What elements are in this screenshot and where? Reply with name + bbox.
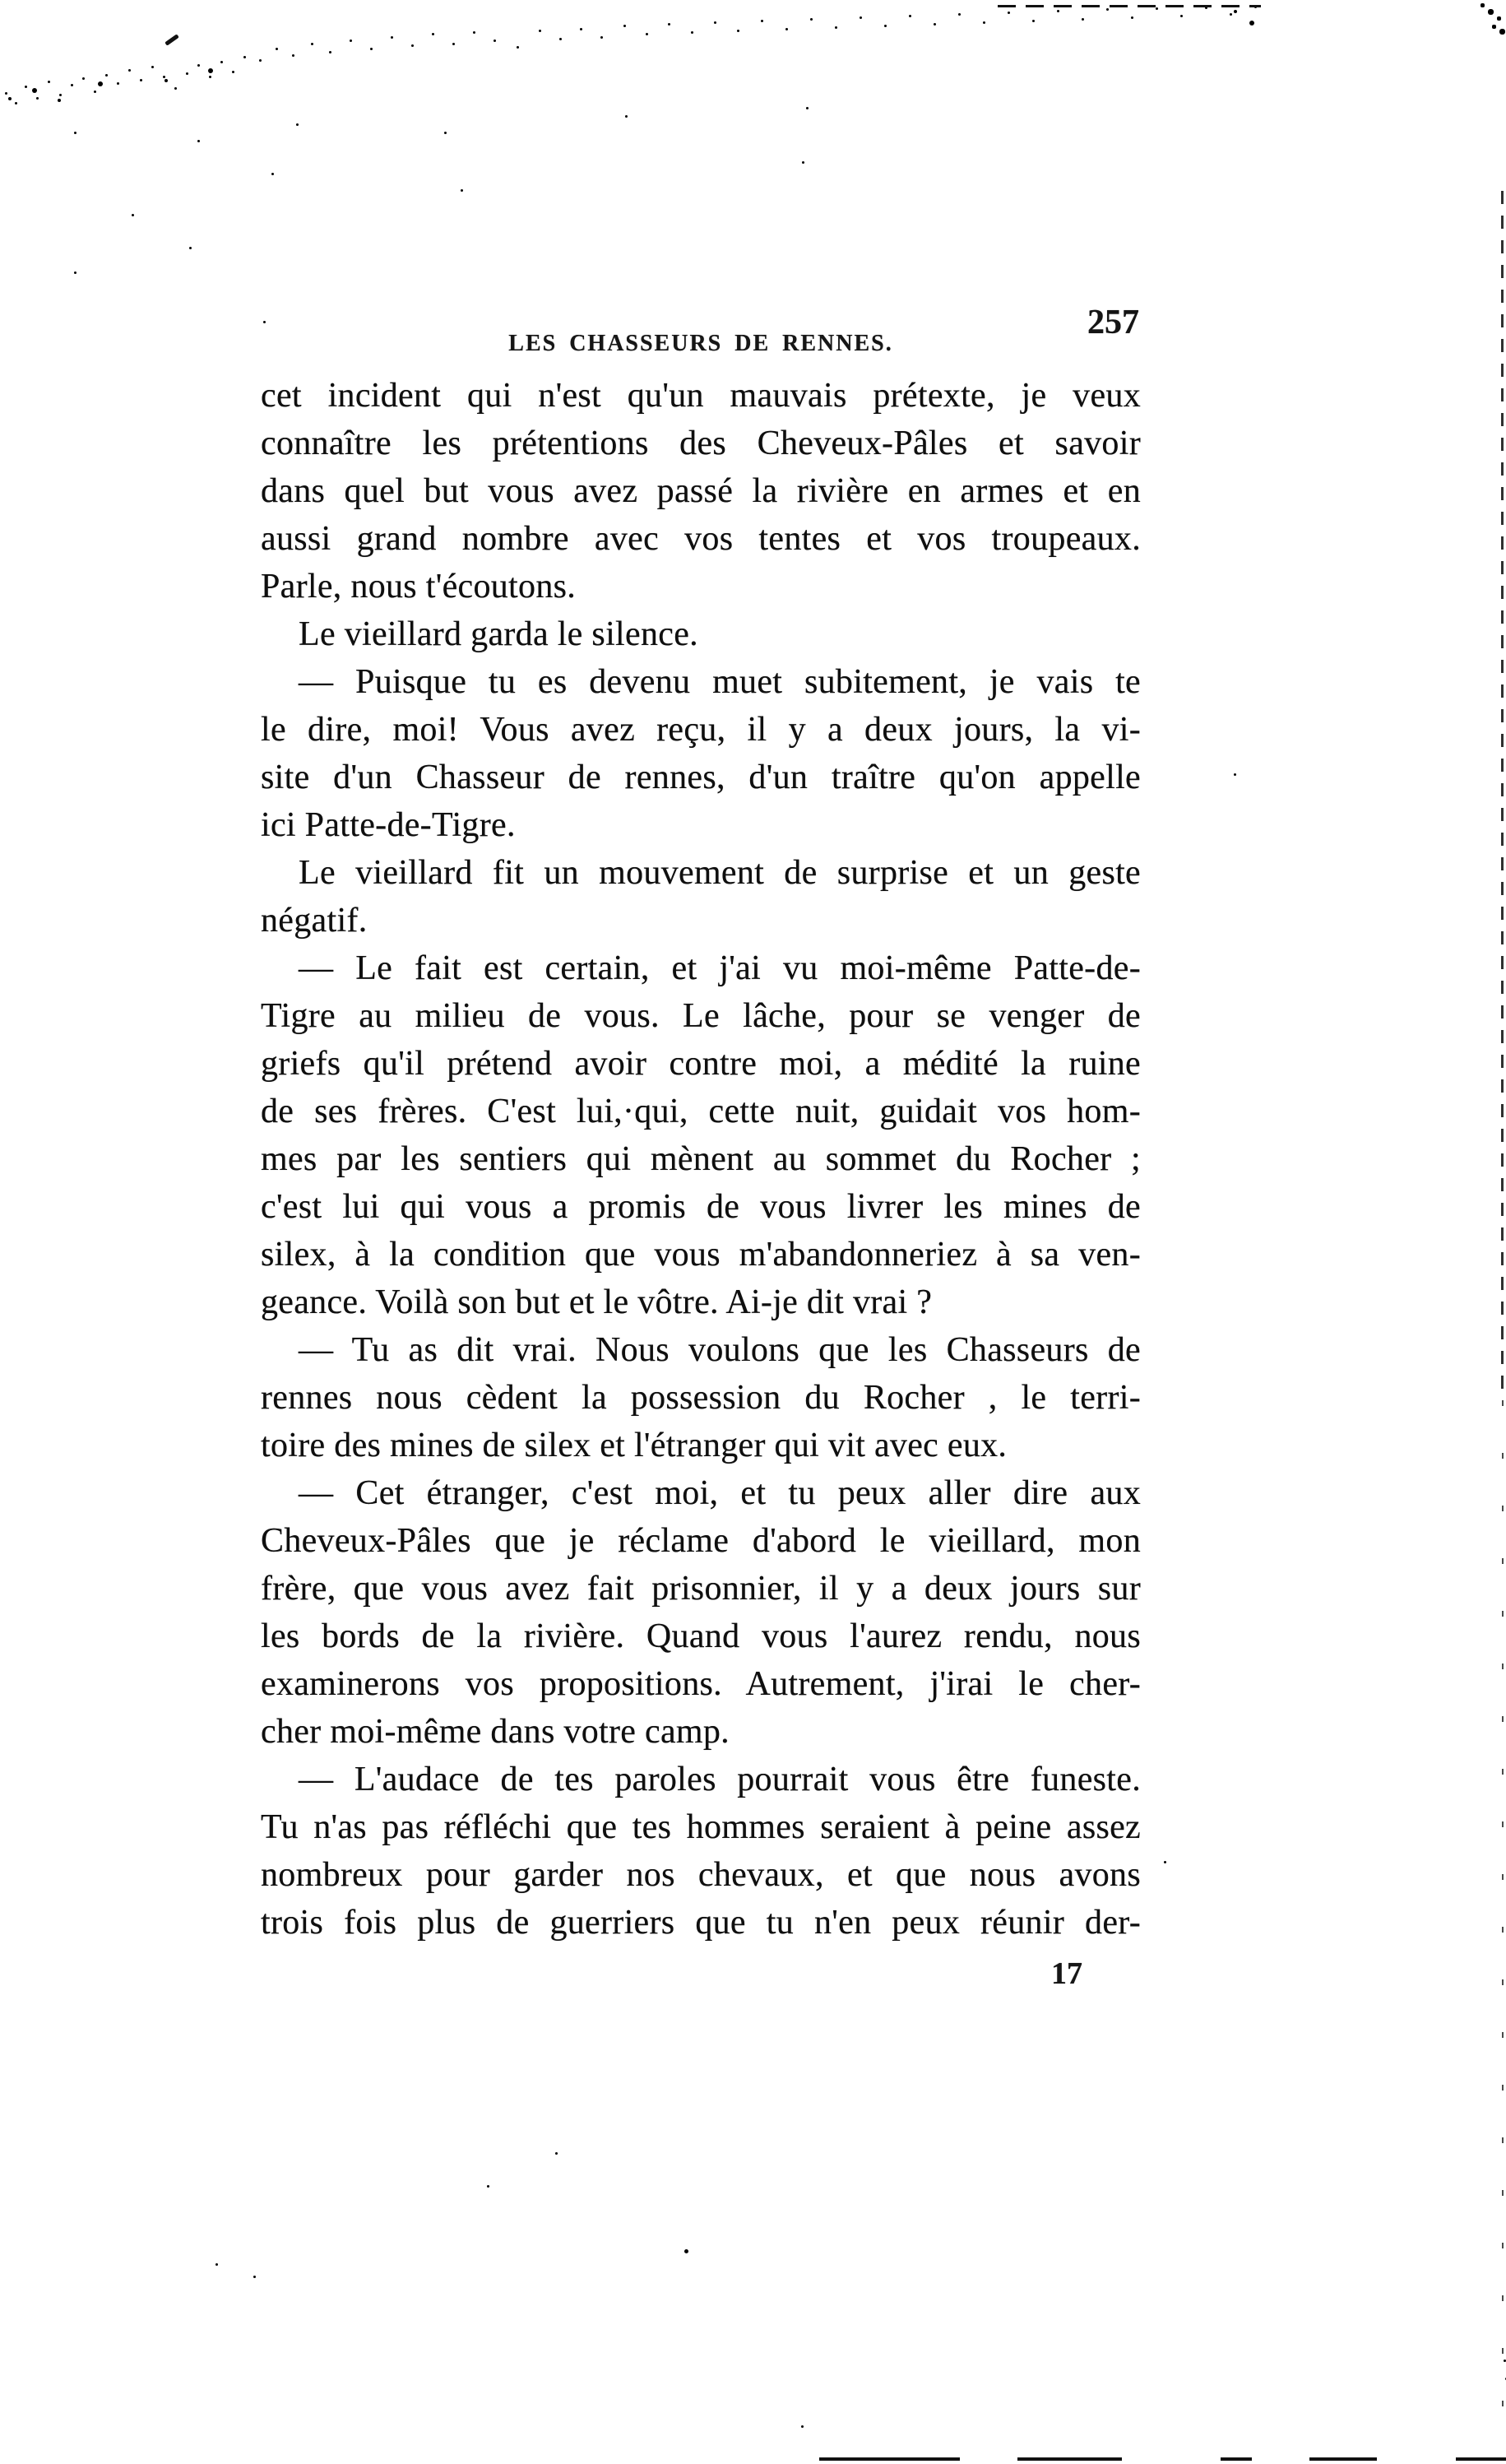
bottom-edge-mark — [1221, 2457, 1252, 2461]
scan-corner-mark — [1481, 3, 1485, 7]
text-line: Le vieillard fit un mouvement de surprise et un geste — [299, 854, 1141, 892]
text-line: — Puisque tu es devenu muet subitement, je vais te — [299, 663, 1141, 701]
text-line: cher moi-même dans votre camp. — [261, 1713, 730, 1751]
text-line: Tigre au milieu de vous. Le lâche, pour se venger de — [261, 997, 1141, 1035]
bottom-edge-mark — [1456, 2457, 1506, 2461]
text-line: examinerons vos propositions. Autrement, j'irai le cher- — [261, 1665, 1141, 1703]
text-line: frère, que vous avez fait prisonnier, il y a deux jours sur — [261, 1570, 1141, 1608]
scan-noise-top-band — [5, 92, 7, 95]
text-line: de ses frères. C'est lui,·qui, cette nuit, guidait vos hom- — [261, 1093, 1141, 1130]
text-line: cet incident qui n'est qu'un mauvais prétexte, je veux — [261, 377, 1141, 415]
text-line: griefs qu'il prétend avoir contre moi, a médité la ruine — [261, 1045, 1141, 1083]
text-line: c'est lui qui vous a promis de vous livrer les mines de — [261, 1188, 1141, 1226]
running-head: LES CHASSEURS DE RENNES. — [508, 331, 893, 356]
text-line: le dire, moi! Vous avez reçu, il y a deux jours, la vi- — [261, 711, 1141, 749]
text-line: — Tu as dit vrai. Nous voulons que les Chasseurs de — [299, 1331, 1141, 1369]
text-line: trois fois plus de guerriers que tu n'en peux réunir der- — [261, 1904, 1141, 1942]
bottom-edge-mark — [819, 2457, 960, 2461]
text-line: nombreux pour garder nos chevaux, et que nous avons — [261, 1856, 1141, 1894]
page-edge-dotted-line — [1501, 191, 1504, 1400]
scan-streak-top — [998, 5, 1261, 7]
text-line: négatif. — [261, 902, 368, 940]
text-line: — L'audace de tes paroles pourrait vous être funeste. — [299, 1761, 1141, 1798]
body-text-block — [261, 372, 1141, 1947]
text-line: silex, à la condition que vous m'abandonneriez à sa ven- — [261, 1236, 1141, 1274]
text-line: geance. Voilà son but et le vôtre. Ai-je dit vrai ? — [261, 1283, 933, 1321]
text-line: mes par les sentiers qui mènent au sommet du Rocher ; — [261, 1140, 1141, 1178]
text-line: Le vieillard garda le silence. — [299, 615, 698, 653]
text-line: dans quel but vous avez passé la rivière en armes et en — [261, 472, 1141, 510]
text-line: site d'un Chasseur de rennes, d'un traître qu'on appelle — [261, 759, 1141, 796]
page-edge-dotted-line-lower — [1502, 1400, 1504, 2435]
text-line: — Le fait est certain, et j'ai vu moi-même Patte-de- — [299, 949, 1141, 987]
bottom-edge-mark — [1309, 2457, 1377, 2461]
text-line: connaître les prétentions des Cheveux-Pâles et savoir — [261, 425, 1141, 462]
text-line: ici Patte-de-Tigre. — [261, 806, 516, 844]
scan-smudge — [165, 34, 179, 45]
text-line: Parle, nous t'écoutons. — [261, 568, 577, 606]
scan-noise-top-cluster — [8, 97, 12, 100]
text-line: Tu n'as pas réfléchi que tes hommes seraient à peine assez — [261, 1808, 1141, 1846]
signature-mark: 17 — [1051, 1956, 1082, 1991]
text-line: aussi grand nombre avec vos tentes et vos troupeaux. — [261, 520, 1141, 558]
page-number: 257 — [1087, 304, 1139, 341]
stray-specks — [802, 161, 804, 164]
bottom-edge-mark — [1017, 2457, 1122, 2461]
text-line: les bords de la rivière. Quand vous l'aurez rendu, nous — [261, 1617, 1141, 1655]
text-line: toire des mines de silex et l'étranger qui vit avec eux. — [261, 1427, 1008, 1464]
text-line: Cheveux-Pâles que je réclame d'abord le vieillard, mon — [261, 1522, 1141, 1560]
text-line: rennes nous cèdent la possession du Rocher , le terri- — [261, 1379, 1141, 1417]
text-line: — Cet étranger, c'est moi, et tu peux aller dire aux — [299, 1474, 1141, 1512]
